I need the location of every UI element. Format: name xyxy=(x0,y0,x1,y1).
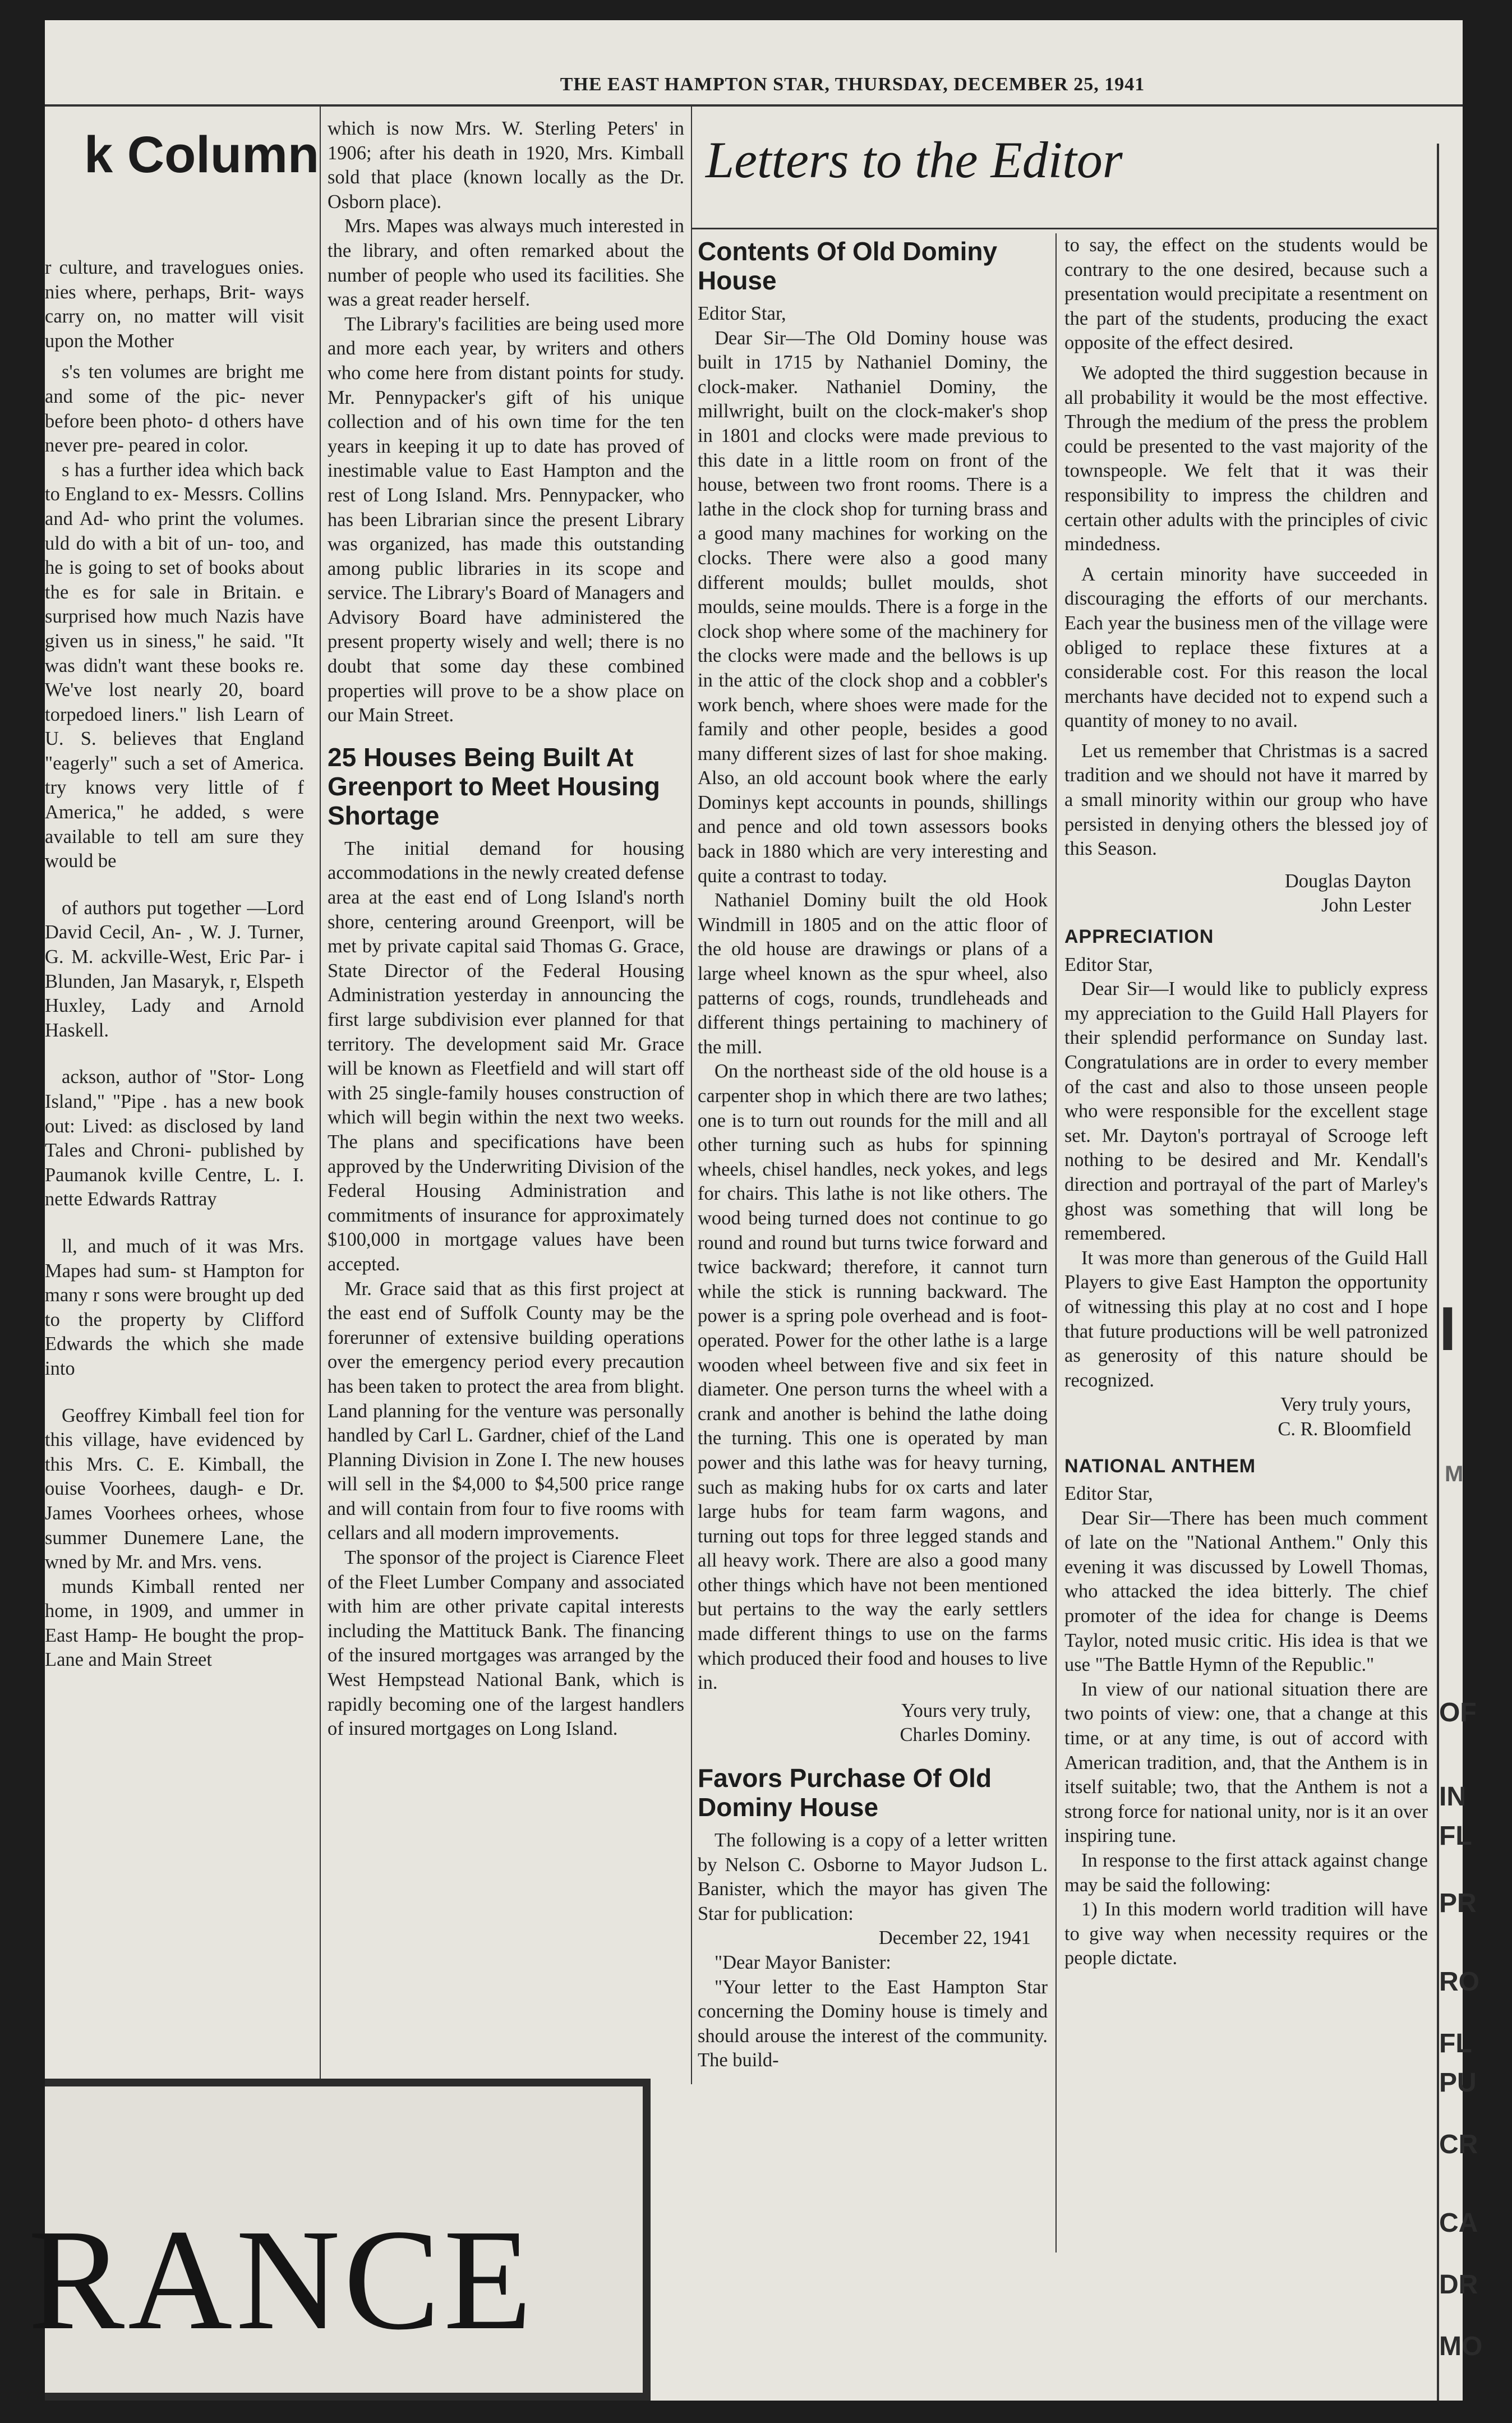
col4-para: Dear Sir—There has been much comment of late on the "National Anthem." Only this evening it was discussed by Lowell Thomas, who attacked the idea bitterly. The chief promoter of the idea for change is Deems Taylor, noted music critic. His idea is that we use "The Battle Hymn of the Republic." xyxy=(1064,1507,1428,1676)
signer: John Lester xyxy=(1321,895,1411,916)
col3-intro: The following is a copy of a letter written by Nelson C. Osborne to Mayor Judson L. Banister, which the mayor has given The Star for publication: xyxy=(698,1830,1048,1924)
edge-fragment: PR xyxy=(1439,1888,1477,1918)
col2-story-para: The initial demand for housing accommodations in the newly created defense area at the east end of Long Island's north shore, centering around Greenport, will be met by private capital said Thomas G. Grace, State Director of the Federal Housing Administration yesterday in announcing the first large subdivision ever planned for that territory. The development said Mr. Grace will be known as Fleetfield and will start off with 25 single-family houses construction of which will begin within the next two weeks. The plans and specifications have been approved by the Underwriting Division of the Federal Housing Administration and commitments of insurance for approximately $100,000 in mortgage values have been accepted. xyxy=(328,837,684,1275)
col1-text xyxy=(45,256,304,2073)
column-rule xyxy=(691,104,692,2084)
col4-para: In view of our national situation there are two points of view: one, that a change at this time, or at any time, is out of accord with American tradition, and, that the Anthem is in itself suitable; two, that the Anthem is not a strong force for national unity, nor is it an over inspiring tune. xyxy=(1064,1678,1428,1847)
edge-fragment: PU xyxy=(1439,2068,1477,2098)
newspaper-clipping xyxy=(28,20,1483,2401)
signer: Douglas Dayton xyxy=(1284,870,1411,892)
letters-rule xyxy=(691,228,1437,229)
column-title: k Column xyxy=(84,126,320,183)
col4-para: Dear Sir—I would like to publicly express my appreciation to the Guild Hall Players for their splendid performance on Sunday last. Congratulations are in order to every member of the cast and also to those unseen people who were responsible for the excellent stage set. Mr. Dayton's portrayal of Scrooge left nothing to be desired and Mr. Kendall's direction and portrayal of the part of Marley's ghost was something that will long be remembered. xyxy=(1064,978,1428,1245)
col4-para: to say, the effect on the students would be contrary to the one desired, because such a presentation would precipitate a resentment on the part of the students, producing the exact opposite of the effect desired. xyxy=(1064,234,1428,354)
appreciation-title: APPRECIATION xyxy=(1064,926,1214,948)
col3-letter: "Your letter to the East Hampton Star concerning the Dominy house is timely and should arouse the interest of the community. The build- xyxy=(698,1976,1048,2071)
edge-fragment: MO xyxy=(1439,2332,1483,2361)
edge-fragment: FL xyxy=(1439,1821,1472,1851)
letter-closing: Very truly yours, xyxy=(1280,1394,1411,1416)
col4-para: In response to the first attack against change may be said the following: xyxy=(1064,1850,1428,1896)
section-title: Letters to the Editor xyxy=(706,131,1123,188)
col1-para: ackson, author of "Stor- Long Island," "Pipe . has a new book out: Lived: as disclosed by land Tales and Chroni- published by Paumanok kville Centre, L. I. nette Edwards Rattray xyxy=(45,1066,304,1210)
edge-fragment: IN xyxy=(1439,1782,1466,1812)
col4-para: A certain minority have succeeded in discouraging the efforts of our merchants. Each year the business men of the village were obliged to replace these fixtures at a considerable cost. For this reason the local merchants have decided not to expend such a quantity of money to no avail. xyxy=(1064,563,1428,732)
col4-para: Let us remember that Christmas is a sacred tradition and we should not have it marred by a small minority within our group who have persisted in denying others the blessed joy of this Season. xyxy=(1064,740,1428,860)
column-rule xyxy=(1437,144,1439,2401)
edge-fragment: M xyxy=(1445,1462,1464,1486)
col3-text xyxy=(698,237,1048,2401)
col3-para: Dear Sir—The Old Dominy house was built in 1715 by Nathaniel Dominy, the clock-maker. Nathaniel Dominy, the millwright, built on the clock-maker's shop in 1801 and clocks were made previous to this date in a little room on front of the house, between two front rooms. There is a lathe in the clock shop for turning brass and a good many machines for working on the clocks. There were also a good many different moulds; bullet moulds, shot moulds, seine moulds. There is a forge in the clock shop where some of the machinery for the clocks were made and the bellows is up in the attic of the clock shop and a cobbler's work bench, where shoes were made for the family and other people, besides a good many different sizes of last for shoe making. Also, an old account book where the early Dominys kept accounts in pounds, shillings and pence and old town assessors books back in 1880 which are very interesting and quite a contrast to today. xyxy=(698,327,1048,887)
col1-para: s has a further idea which back to England to ex- Messrs. Collins and Ad- who print the volumes. uld do with a bit of un- too, and he is going to set of books about the es for sale in Britain. e surprised how much Nazis have given us in siness," he said. "It was didn't want these books re. We've lost nearly 20, board torpedoed liners." lish Learn of U. S. believes that England "eagerly" such a set of America. try knows very little of f America," he added, s were available to tell am sure they would be xyxy=(45,459,304,872)
col2-text xyxy=(328,117,684,2102)
col1-para: r culture, and travelogues onies. nies where, perhaps, Brit- ways carry on, no matter will visit upon the Mother xyxy=(45,257,304,352)
headline-dominy-contents: Contents Of Old Dominy House xyxy=(698,237,998,295)
col1-para: ll, and much of it was Mrs. Mapes had sum- st Hampton for many r sons were brought up ded to the property by Clifford Edwards the which she made into xyxy=(45,1235,304,1379)
edge-fragment: DR xyxy=(1439,2270,1478,2300)
headline-housing: 25 Houses Being Built At Greenport to Meet Housing Shortage xyxy=(328,742,660,830)
col1-para: of authors put together —Lord David Cecil, An- , W. J. Turner, G. M. ackville-West, Eric Par- i Blunden, Jan Masaryk, r, Elspeth Huxley, Lady and Arnold Haskell. xyxy=(45,897,304,1041)
edge-fragment: I xyxy=(1439,1295,1456,1363)
col2-para: The Library's facilities are being used more and more each year, by writers and others who come here from distant points for study. Mr. Pennypacker's gift of his unique collection and of his own time for the ten years in keeping it up to date has proved of inestimable value to East Hampton and the rest of Long Island. Mrs. Pennypacker, who has been Librarian since the present Library was organized, has made this outstanding among public libraries in its scope and service. The Library's Board of Managers and Advisory Board have administered the present property wisely and well; there is no doubt that some day these combined properties will prove to be a show place on our Main Street. xyxy=(328,313,684,726)
letter-salutation: "Dear Mayor Banister: xyxy=(714,1952,891,1973)
col1-para: s's ten volumes are bright me and some of the pic- never before been photo- d others have never pre- peared in color. xyxy=(45,361,304,457)
anthem-title: NATIONAL ANTHEM xyxy=(1064,1455,1256,1477)
edge-fragment: FL xyxy=(1439,2029,1472,2058)
letter-greeting: Editor Star, xyxy=(1064,953,1153,975)
column-rule xyxy=(320,104,321,2084)
col4-para: 1) In this modern world tradition will have to give way when necessity requires or the people dictate. xyxy=(1064,1899,1428,1969)
letter-greeting: Editor Star, xyxy=(1064,1483,1153,1505)
col4-text xyxy=(1064,233,1428,2401)
col1-para: Geoffrey Kimball feel tion for this village, have evidenced by this Mrs. C. E. Kimball, the ouise Voorhees, daugh- e Dr. James Voorhees orhees, whose summer Dunemere Lane, the wned by Mr. and Mrs. vens. xyxy=(45,1404,304,1573)
col4-para: We adopted the third suggestion because in all probability it would be the most effective. Through the medium of the press the problem could be presented to the vast majority of the townspeople. We felt that it was their responsibility to impress the children and certain other adults with the principles of civic mindedness. xyxy=(1064,362,1428,555)
col2-para: which is now Mrs. W. Sterling Peters' in 1906; after his death in 1920, Mrs. Kimball sold that place (known locally as the Dr. Osborn place). xyxy=(328,118,684,213)
col3-para: On the northeast side of the old house is a carpenter shop in which there are two lathes; one is to turn out rounds for the mill and all other turning such as hubs for spinning wheels, chisel handles, neck yokes, and legs for chairs. This lathe is not like others. The wood being turned does not continue to go round and round but turns twice forward and twice backward; therefore, it cannot turn while the stick is running backward. The power is a spring pole overhead and is foot-operated. Power for the other lathe is a large wooden wheel between five and six feet in diameter. One person turns the wheel with a crank and another is behind the lathe doing the turning. This one is operated by man power and this lathe was for heavy turning, such as making hubs for ox carts and later large hubs for team farm wagons, and turning out tops for three legged stands and all heavy work. There are also a good many other things which have not been mentioned but pertains to the way the early settlers made different things to use on the farms which produced their food and houses to live in. xyxy=(698,1061,1048,1694)
edge-fragment: CA xyxy=(1439,2208,1478,2238)
col3-para: Nathaniel Dominy built the old Hook Windmill in 1805 and on the attic floor of the old house are drawings or plans of a large wheel known as the spur wheel, also patterns of cogs, rounds, trundleheads and different things pertaining to machinery of the mill. xyxy=(698,890,1048,1058)
headline-favors-purchase: Favors Purchase Of Old Dominy House xyxy=(698,1763,992,1822)
letter-signature: C. R. Bloomfield xyxy=(1278,1418,1411,1440)
column-rule xyxy=(1055,233,1057,2252)
letter-date: December 22, 1941 xyxy=(878,1927,1031,1949)
col2-para: Mrs. Mapes was always much interested in the library, and often remarked about the number of people who used its facilities. She was a great reader herself. xyxy=(328,215,684,311)
col2-story-para: The sponsor of the project is Ciarence Fleet of the Fleet Lumber Company and associated with him are other private capital interests including the Mattituck Bank. The financing of the insured mortgages was arranged by the West Hempstead National Bank, which is rapidly becoming one of the largest handlers of insured mortgages on Long Island. xyxy=(328,1547,684,1740)
edge-fragment: CR xyxy=(1439,2130,1478,2159)
letter-signature: Charles Dominy. xyxy=(900,1724,1031,1746)
col2-story-para: Mr. Grace said that as this first project at the east end of Suffolk County may be the forerunner of extensive building operations over the emergency period every precaution has been taken to protect the area from blight. Land planning for the venture was personally handled by Carl L. Gardner, chief of the Land Planning Division in Zone I. The new houses will sell in the $4,000 to $4,500 price range and will contain from four to five rooms with cellars and all modern improvements. xyxy=(328,1278,684,1544)
letter-greeting: Editor Star, xyxy=(698,303,786,324)
advertisement-word: RANCE xyxy=(28,2199,536,2360)
col4-para: It was more than generous of the Guild Hall Players to give East Hampton the opportunity of witnessing this play at no cost and I hope that future productions will be well patronized as generosity of this nature should be recognized. xyxy=(1064,1247,1428,1391)
edge-fragment: OF xyxy=(1439,1698,1477,1728)
col1-para: munds Kimball rented ner home, in 1909, and ummer in East Hamp- He bought the prop- Lane and Main Street xyxy=(45,1576,304,1671)
masthead: THE EAST HAMPTON STAR, THURSDAY, DECEMBER 25, 1941 xyxy=(560,74,1145,95)
masthead-rule xyxy=(45,104,1463,107)
edge-fragment: RO xyxy=(1439,1967,1479,1997)
letter-closing: Yours very truly, xyxy=(901,1699,1031,1721)
